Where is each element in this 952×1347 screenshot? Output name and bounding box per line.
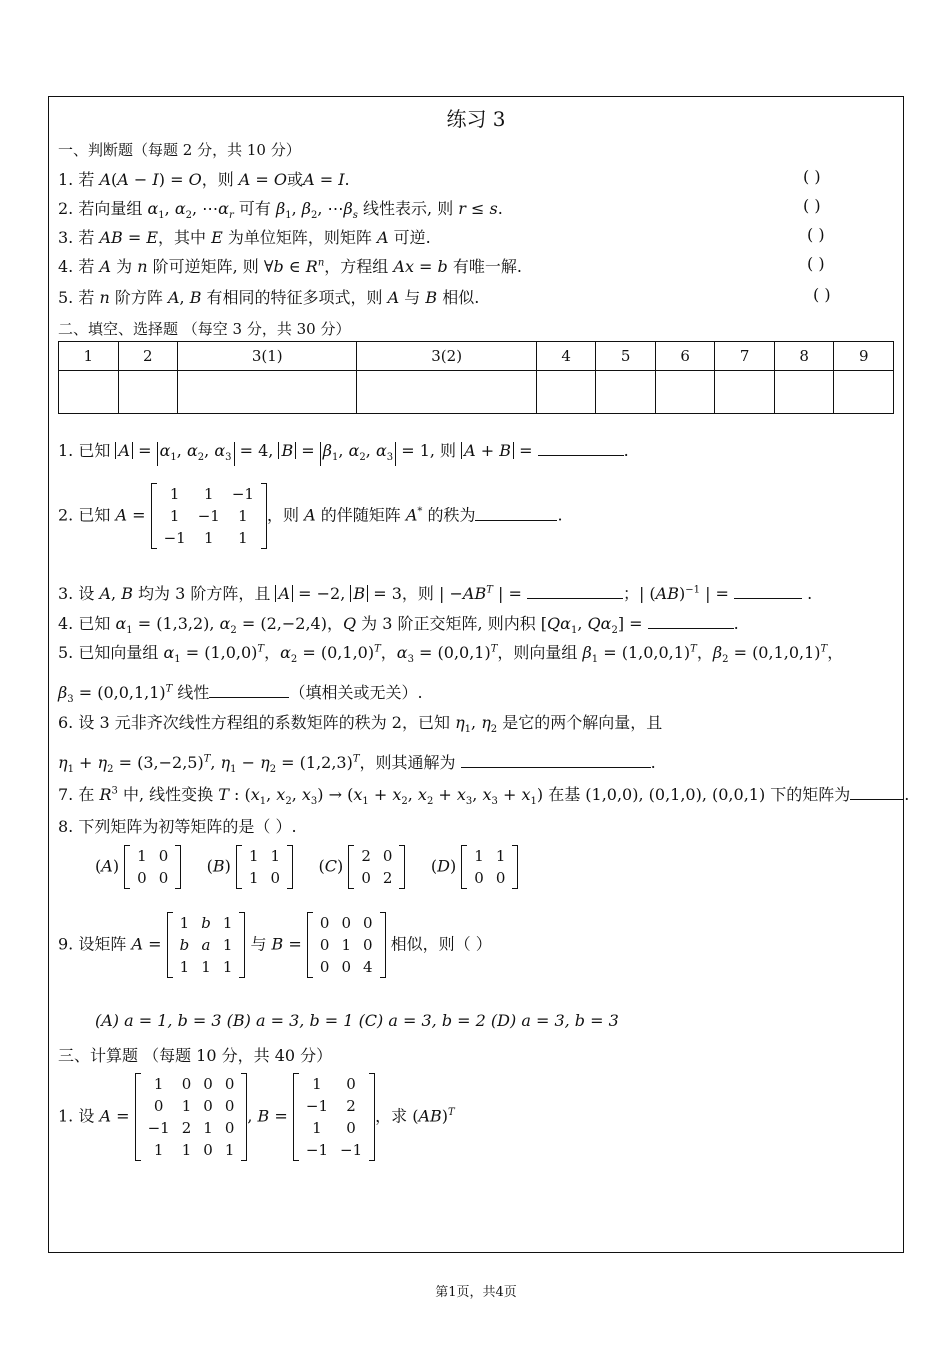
answer-col-header: 6 (655, 342, 715, 371)
answer-table-header-row (59, 342, 894, 371)
matrix-A: 1 1 −1 1 −1 1 −1 1 1 (151, 483, 267, 549)
answer-cell[interactable] (536, 371, 596, 414)
calc-matrix-B: 1 0 −1 2 1 0 −1 −1 (293, 1073, 375, 1161)
answer-cell[interactable] (118, 371, 178, 414)
answer-col-header: 7 (715, 342, 775, 371)
answer-cell[interactable] (178, 371, 357, 414)
answer-table (58, 341, 894, 414)
tf-question-2: 2. 若向量组 $\alpha_1$, $\alpha_2$, $\cdots\alpha_r$ 可有 $\beta_1$, $\beta_2$, $\cdots\beta_s$ 线性表示, 则 r ≤ s. (58, 199, 503, 222)
answer-col-header: 3(2) (357, 342, 536, 371)
fill-question-6-line-2: $\eta_1 + \eta_2 = (3,-2,5)^T$, $\eta_1 - \eta_2 = (1,2,3)^T$，则其通解为 . (58, 753, 656, 776)
tf-answer-paren: ( ) (807, 225, 825, 244)
tf-question-5: 5. 若 n 阶方阵 A, B 有相同的特征多项式，则 A 与 B 相似. (58, 288, 480, 307)
answer-cell[interactable] (596, 371, 656, 414)
tf-answer-paren: ( ) (803, 167, 821, 186)
answer-col-header: 9 (834, 342, 894, 371)
fill-question-3: 3. 设 A, B 均为 3 阶方阵，且 A = −2, B = 3，则 | $-AB^T$ | = ；| (AB)$^{-1}$ | = . (58, 584, 813, 603)
q9-matrix-B: 0 0 0 0 1 0 0 0 4 (307, 912, 386, 978)
answer-cell[interactable] (357, 371, 536, 414)
answer-col-header: 1 (59, 342, 119, 371)
choice-9-options: (A) a = 1, b = 3 (B) a = 3, b = 1 (C) a = 3, b = 2 (D) a = 3, b = 3 (95, 1011, 619, 1030)
answer-col-header: 2 (118, 342, 178, 371)
exercise-sheet-frame (48, 96, 910, 1253)
answer-cell[interactable] (774, 371, 834, 414)
choice-question-9: 9. 设矩阵 A = 1 b 1 b a 1 1 1 1 与 B = 0 0 0 0 1 0 0 0 4 相似，则（ ） (58, 914, 492, 976)
answer-cell[interactable] (59, 371, 119, 414)
option-C-matrix: 2 0 0 2 (348, 845, 405, 889)
fill-blank[interactable] (734, 584, 802, 599)
fill-question-2: 2. 已知 A = 1 1 −1 1 −1 1 −1 1 1 ，则 A 的伴随矩阵 A* 的秩为 . (58, 485, 563, 547)
option-D-matrix: 1 1 0 0 (461, 845, 518, 889)
page-footer: 第1页，共4页 (435, 1285, 517, 1300)
page-title: 练习 3 (446, 107, 506, 131)
choice-8-options: (A) 1 0 0 0 (B) 1 1 1 0 (C) 2 0 0 2 (D) 1 1 0 0 (95, 845, 518, 889)
fill-question-4: 4. 已知 $\alpha_1 = (1,3,2)$, $\alpha_2 = (2,-2,4)$，Q 为 3 阶正交矩阵, 则内积 [$Q\alpha_1$, $Q\alpha_2$] = . (58, 614, 739, 637)
option-A-matrix: 1 0 0 0 (124, 845, 181, 889)
section-1-heading: 一、判断题（每题 2 分，共 10 分） (58, 141, 301, 159)
fill-question-6-line-1: 6. 设 3 元非齐次线性方程组的系数矩阵的秩为 2，已知 $\eta_1$, $\eta_2$ 是它的两个解向量，且 (58, 713, 663, 736)
tf-question-3: 3. 若 AB = E，其中 E 为单位矩阵，则矩阵 A 可逆. (58, 228, 431, 247)
tf-answer-paren: ( ) (803, 196, 821, 215)
answer-table-blank-row (59, 371, 894, 414)
fill-blank[interactable] (475, 506, 557, 521)
answer-col-header: 8 (774, 342, 834, 371)
fill-blank[interactable] (527, 584, 623, 599)
option-B-matrix: 1 1 1 0 (236, 845, 293, 889)
fill-blank[interactable] (461, 753, 651, 768)
tf-question-4: 4. 若 A 为 n 阶可逆矩阵, 则 ∀b ∈ $R^n$，方程组 Ax = b 有唯一解. (58, 257, 522, 276)
calc-question-1: 1. 设 A = 1 0 0 0 0 1 0 0 −1 2 1 0 1 1 0 1 , B = 1 0 −1 2 1 0 −1 −1 ，求 (AB)$^T$ (58, 1075, 455, 1159)
tf-answer-paren: ( ) (813, 285, 831, 304)
tf-answer-paren: ( ) (807, 254, 825, 273)
tf-question-1: 1. 若 A(A − I) = O，则 A = O或A = I. (58, 170, 350, 189)
answer-cell[interactable] (715, 371, 775, 414)
section-3-heading: 三、计算题 （每题 10 分，共 40 分） (58, 1046, 333, 1065)
q9-matrix-A: 1 b 1 b a 1 1 1 1 (167, 912, 246, 978)
choice-question-8: 8. 下列矩阵为初等矩阵的是（ ）. (58, 817, 297, 836)
answer-col-header: 5 (596, 342, 656, 371)
answer-cell[interactable] (655, 371, 715, 414)
fill-blank[interactable] (209, 683, 289, 698)
calc-matrix-A: 1 0 0 0 0 1 0 0 −1 2 1 0 1 1 0 1 (135, 1073, 248, 1161)
fill-blank[interactable] (648, 614, 734, 629)
fill-question-5-line-1: 5. 已知向量组 $\alpha_1 = (1,0,0)^T$，$\alpha_2 = (0,1,0)^T$，$\alpha_3 = (0,0,1)^T$，则向量组 $\beta_1 = (1,0,0,1)^T$，$\beta_2 = (0,1,0,1)^T$， (58, 643, 844, 666)
fill-question-5-line-2: $\beta_3 = (0,0,1,1)^T$ 线性 （填相关或无关）. (58, 683, 423, 706)
answer-cell[interactable] (834, 371, 894, 414)
fill-question-7: 7. 在 $R^3$ 中, 线性变换 T : ($x_1$, $x_2$, $x_3) \to (x_1 + x_2$, $x_2 + x_3$, $x_3 + x_1$) 在基 (1,0,0), (0,1,0), (0,0,1) 下的矩阵为 . (58, 785, 910, 808)
section-2-heading: 二、填空、选择题 （每空 3 分，共 30 分） (58, 320, 351, 338)
answer-col-header: 3(1) (178, 342, 357, 371)
fill-blank[interactable] (538, 441, 624, 456)
answer-col-header: 4 (536, 342, 596, 371)
fill-question-1: 1. 已知 $A = \alpha_1$, $\alpha_2$, $\alpha_3 = 4$, $B = \beta_1$, $\alpha_2$, $\alpha_3 = 1$, 则 A + B = . (58, 438, 629, 466)
fill-blank[interactable] (850, 785, 904, 800)
